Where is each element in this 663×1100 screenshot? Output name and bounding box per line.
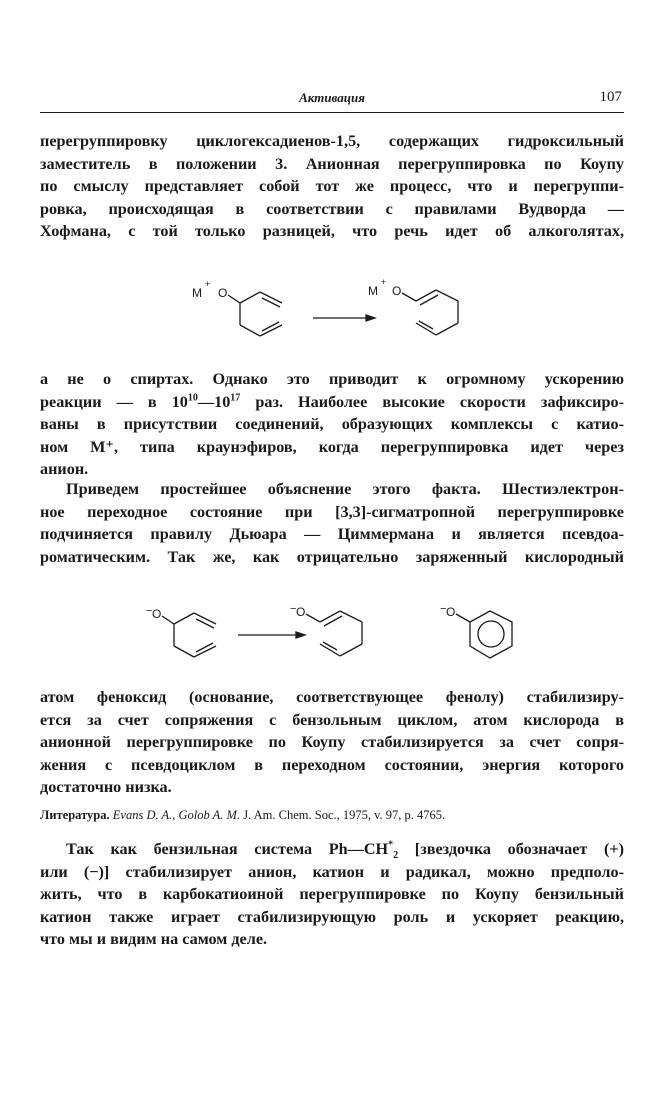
paragraph-line: что мы и видим на самом деле. [40,930,268,948]
oxygen-label: O [296,605,306,619]
paragraph-line: анионной перегруппировке по Коупу стабилизируется за счет сопря- [40,733,624,751]
text-segment: раз. Наиболее высокие скорости зафиксиро- [240,392,624,411]
exponent: 10 [187,392,198,404]
running-title: Активация [299,90,365,105]
paragraph-line: ровка, происходящая в соответствии с правилами Вудворда — [40,199,624,218]
oxygen-label: O [446,605,456,619]
charge-label: − [440,603,447,615]
oxygen-label: O [152,607,162,621]
text-segment: [звездочка обозначает (+) [398,840,625,858]
reference-citation: J. Am. Chem. Soc., 1975, v. 97, p. 4765. [243,808,446,822]
paragraph-line: роматическим. Так же, как отрицательно заряженный кислородный [40,547,624,566]
reaction-scheme-oxy-cope [180,265,500,365]
metal-label: M [368,284,378,298]
paragraph-line: жения с псевдоциклом в переходном состоянии, энергия которого [40,755,624,774]
paragraph-line: ется за счет сопряжения с бензольным циклом, атом кислорода в [40,710,624,729]
paragraph-5 [40,838,624,951]
paragraph-line: достаточно низка. [40,778,172,796]
charge-label: − [290,603,297,615]
paragraph-line: заместитель в положении 3. Анионная перегруппировка по Коупу [40,154,624,173]
reaction-arrow [313,315,375,321]
superscript: * [388,839,394,851]
subscript: 2 [393,850,399,862]
page-header [40,88,624,113]
paragraph-line: ваны в присутствии соединений, образующих комплексы с катио- [40,415,624,433]
metal-charge: + [381,277,387,287]
paragraph-line: Хофмана, с той только разницей, что речь идет об алкоголятах, [40,222,624,240]
paragraph-line [40,838,624,861]
paragraph-line: ном M⁺, типа краунэфиров, когда перегруппировка идет через [40,437,624,456]
paragraph-line: подчиняется правилу Дьюара — Циммермана и является псевдоа- [40,525,624,543]
text-segment: реакции — в 10 [40,392,188,411]
phenoxide-diagram [140,598,540,678]
metal-charge: + [205,279,211,289]
paragraph-line: ное переходное состояние при [3,3]-сигматропной перегруппировке [40,502,624,521]
reference-lead: Литература. [40,808,110,822]
paragraph-line: а не о спиртах. Однако это приводит к огромному ускорению [40,370,624,388]
paragraph-4 [40,686,624,799]
paragraph-line: катион также играет стабилизирующую роль и ускоряет реакцию, [40,907,624,926]
reference [40,806,624,824]
paragraph-line: атом феноксид (основание, соответствующее фенолу) стабилизиру- [40,688,624,706]
page-number: 107 [599,89,622,105]
enolate-structure [402,290,458,335]
paragraph-2 [40,368,624,481]
enolate-structure [306,611,362,656]
paragraph-line: Приведем простейшее объяснение этого факта. Шестиэлектрон- [66,480,624,498]
paragraph-line: анион. [40,460,89,478]
hexadiene-structure [162,613,216,657]
exponent: 17 [230,392,241,404]
paragraph-line: или (−)] стабилизирует анион, катион и радикал, можно предполо- [40,862,624,881]
text-segment: —10 [197,392,231,411]
paragraph-3 [40,478,624,568]
benzene-ring-structure [456,611,512,658]
hexadiene-structure [228,292,282,336]
reaction-scheme-phenoxide [140,598,540,683]
paragraph-1 [40,130,624,243]
text-segment: Так как бензильная система Ph—CH [66,840,389,858]
paragraph-line: перегруппировку циклогексадиенов-1,5, содержащих гидроксильный [40,132,624,150]
paragraph-line [40,391,624,414]
reference-authors: Evans D. A., Golob A. M. [112,808,241,822]
metal-label: M [192,286,202,300]
paragraph-line: по смыслу представляет собой тот же процесс, что и перегруппи- [40,177,624,195]
charge-label: − [146,605,153,617]
paragraph-line: жить, что в карбокатиоиной перегруппировке по Коупу бензильный [40,885,624,903]
oxygen-label: O [392,284,402,298]
oxy-cope-diagram [180,265,500,360]
oxygen-label: O [218,286,228,300]
reaction-arrow [238,632,305,638]
